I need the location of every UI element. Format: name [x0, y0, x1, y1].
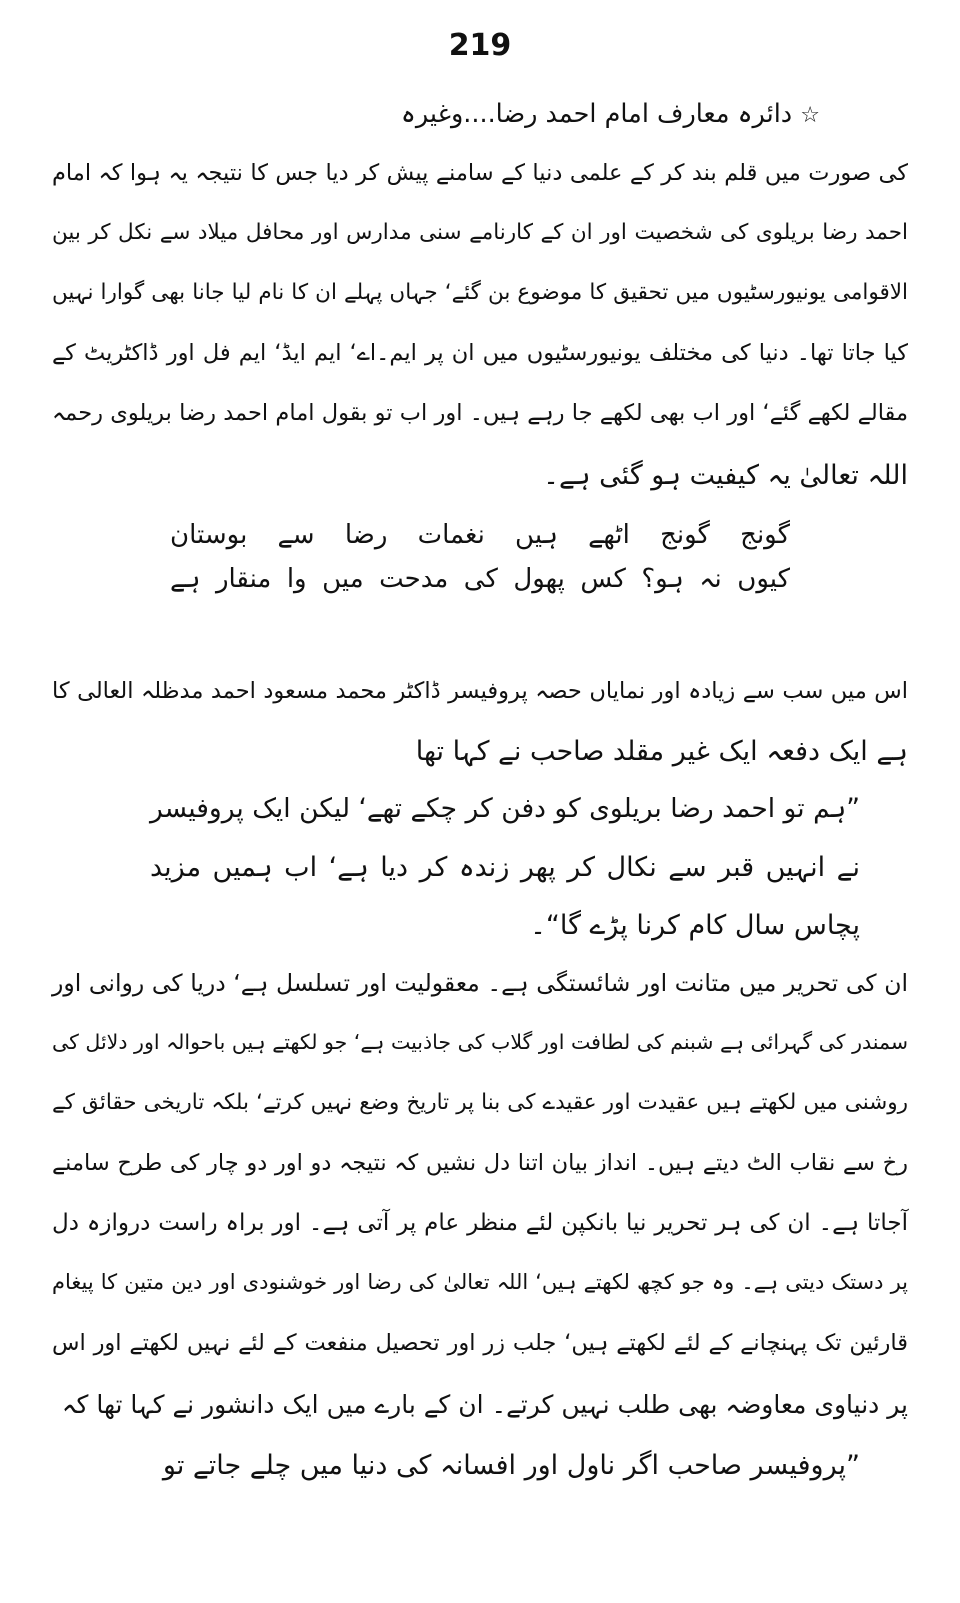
paragraph-3-line: قارئین تک پہنچانے کے لئے لکھتے ہیں‘ جلب زر اور تحصیل منفعت کے لئے نہیں لکھتے اور اس — [52, 1330, 908, 1356]
paragraph-3-line: روشنی میں لکھتے ہیں عقیدت اور عقیدے کی بنا پر تاریخ وضع نہیں کرتے‘ بلکہ تاریخی حقائق کے — [52, 1090, 908, 1115]
quote-1-line: پچاس سال کام کرنا پڑے گا“۔ — [530, 910, 860, 941]
paragraph-3-line: پر دستک دیتی ہے۔ وہ جو کچھ لکھتے ہیں‘ اللہ تعالیٰ کی رضا اور خوشنودی اور دین متین کا پیغام — [52, 1270, 908, 1294]
paragraph-3-line: ان کی تحریر میں متانت اور شائستگی ہے۔ معقولیت اور تسلسل ہے‘ دریا کی روانی اور — [52, 969, 908, 997]
paragraph-2-line: اس میں سب سے زیادہ اور نمایاں حصہ پروفیسر ڈاکٹر محمد مسعود احمد مدظلہ العالی کا — [52, 678, 908, 704]
verse-line: گونج گونج اٹھے ہیں نغمات رضا سے بوستان — [170, 520, 790, 550]
paragraph-3-line: رخ سے نقاب الٹ دیتے ہیں۔ انداز بیان اتنا دل نشیں کہ نتیجہ دو اور دو چار کی طرح سامنے — [52, 1150, 908, 1176]
page-number: 219 — [448, 28, 512, 63]
quote-2-line: ”پروفیسر صاحب اگر ناول اور افسانہ کی دنیا میں چلے جاتے تو — [162, 1450, 860, 1481]
heading-text: دائرہ معارف امام احمد رضا....وغیرہ — [400, 99, 793, 129]
verse-line: کیوں نہ ہو؟ کس پھول کی مدحت میں وا منقار ہے — [170, 564, 790, 594]
paragraph-1-line: اللہ تعالیٰ یہ کیفیت ہو گئی ہے۔ — [543, 460, 908, 491]
paragraph-1-line: احمد رضا بریلوی کی شخصیت اور ان کے کارنامے سنی مدارس اور محافل میلاد سے نکل کر بین — [52, 220, 908, 245]
paragraph-1-line: الاقوامی یونیورسٹیوں میں تحقیق کا موضوع بن گئے‘ جہاں پہلے ان کا نام لیا جانا بھی گوارا نہیں — [52, 280, 908, 305]
paragraph-3-line: آجاتا ہے۔ ان کی ہر تحریر نیا بانکپن لئے منظر عام پر آتی ہے۔ اور براہ راست دروازہ دل — [52, 1210, 908, 1236]
heading — [400, 99, 820, 129]
star-icon: ☆ — [800, 103, 820, 128]
paragraph-3-line: پر دنیاوی معاوضہ بھی طلب نہیں کرتے۔ ان کے بارے میں ایک دانشور نے کہا تھا کہ — [61, 1390, 908, 1419]
paragraph-1-line: کی صورت میں قلم بند کر کے علمی دنیا کے سامنے پیش کر دیا جس کا نتیجہ یہ ہوا کہ امام — [52, 160, 908, 186]
paragraph-3-line: سمندر کی گہرائی ہے شبنم کی لطافت اور گلاب کی جاذبیت ہے‘ جو لکھتے ہیں باحوالہ اور دلائل کی — [52, 1030, 908, 1054]
quote-1-line: ”ہم تو احمد رضا بریلوی کو دفن کر چکے تھے‘ لیکن ایک پروفیسر — [150, 793, 860, 824]
paragraph-1-line: کیا جاتا تھا۔ دنیا کی مختلف یونیورسٹیوں میں ان پر ایم۔اے‘ ایم ایڈ‘ ایم فل اور ڈاکٹریٹ کے — [52, 340, 908, 366]
quote-1-line: نے انہیں قبر سے نکال کر پھر زندہ کر دیا ہے‘ اب ہمیں مزید — [150, 852, 860, 883]
paragraph-2-line: ہے ایک دفعہ ایک غیر مقلد صاحب نے کہا تھا — [415, 736, 908, 767]
paragraph-1-line: مقالے لکھے گئے‘ اور اب بھی لکھے جا رہے ہیں۔ اور اب تو بقول امام احمد رضا بریلوی رحمہ — [52, 400, 908, 426]
